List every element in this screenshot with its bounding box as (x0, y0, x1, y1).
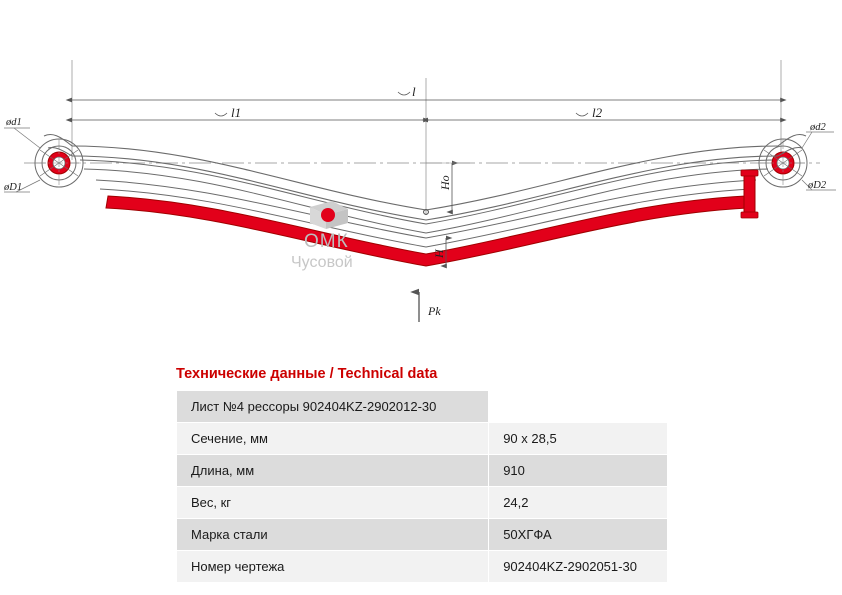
technical-data-title: Технические данные / Technical data (176, 366, 438, 382)
dimension-label-l1: l1 (231, 105, 242, 120)
table-row (177, 423, 668, 455)
left-eye-callouts (3, 117, 40, 193)
dimension-label-Ho: Ho (438, 175, 452, 190)
table-row (177, 391, 668, 423)
table-cell-value: 50ХГФА (489, 519, 668, 551)
dimension-label-D2-bottom: øD2 (808, 180, 827, 191)
table-row (177, 487, 668, 519)
table-row (177, 455, 668, 487)
table-cell-label: Длина, мм (177, 455, 489, 487)
dimension-label-D1-bottom: øD1 (4, 182, 23, 193)
leaf-stack (44, 134, 806, 247)
dimension-label-d2-top: ød2 (810, 122, 826, 133)
highlighted-leaf-4 (106, 196, 748, 266)
dimension-l2 (428, 105, 781, 120)
dimension-label-l2: l2 (592, 105, 603, 120)
dimension-Ho (426, 163, 470, 212)
dimension-label-d1-top: ød1 (6, 117, 22, 128)
table-cell-value: 910 (489, 455, 668, 487)
table-header-cell: Лист №4 рессоры 902404KZ-2902012-30 (177, 391, 489, 423)
dimension-label-H: H (432, 249, 446, 258)
right-eye-callouts (802, 122, 836, 191)
technical-data-section (176, 366, 668, 583)
table-cell-value: 902404KZ-2902051-30 (489, 551, 668, 583)
table-row (177, 519, 668, 551)
dimension-l (72, 84, 781, 100)
load-arrow-Pk (419, 292, 441, 322)
dimension-l1 (72, 105, 424, 120)
svg-text:Чусовой: Чусовой (291, 254, 353, 271)
dimension-label-Pk: Pk (428, 304, 441, 318)
table-cell-value: 90 x 28,5 (489, 423, 668, 455)
table-cell-label: Марка стали (177, 519, 489, 551)
table-row (177, 551, 668, 583)
technical-data-table (176, 390, 668, 583)
dimension-label-l: l (412, 84, 416, 99)
table-cell-label: Номер чертежа (177, 551, 489, 583)
svg-text:ОМК: ОМК (304, 231, 349, 252)
table-cell-label: Сечение, мм (177, 423, 489, 455)
table-cell-label: Вес, кг (177, 487, 489, 519)
leaf-clamp (741, 170, 758, 218)
table-cell-value: 24,2 (489, 487, 668, 519)
